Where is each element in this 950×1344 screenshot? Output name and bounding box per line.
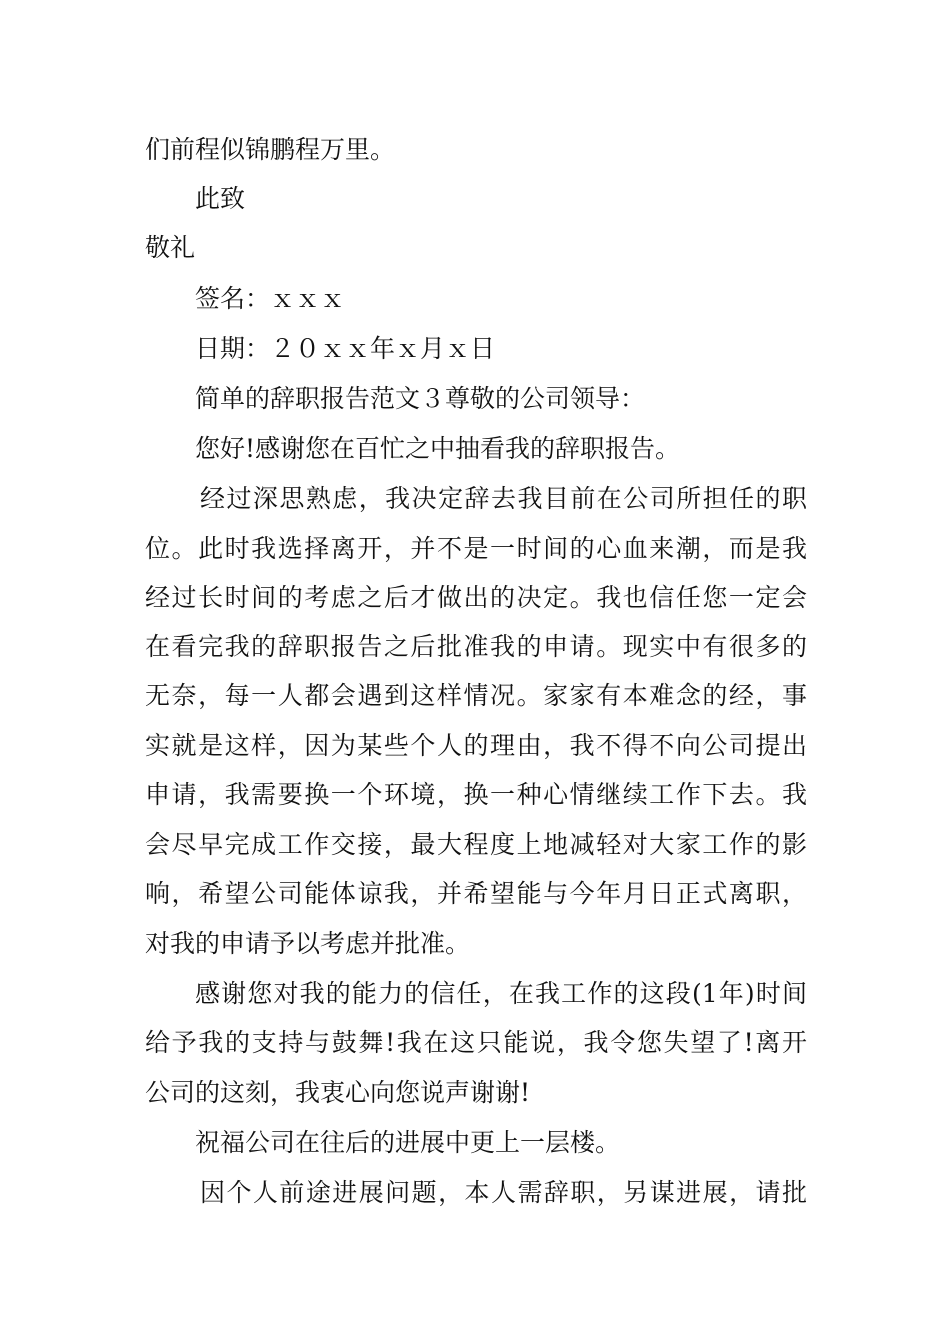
paragraph-line: 对我的申请予以考虑并批准。 — [145, 929, 471, 958]
paragraph-line: 无奈，每一人都会遇到这样情况。家家有本难念的经，事 — [145, 681, 807, 710]
signature-line: 签名：ｘｘｘ — [195, 284, 346, 313]
paragraph-line: 祝福公司在往后的进展中更上一层楼。 — [195, 1128, 621, 1157]
paragraph-line: 经过深思熟虑，我决定辞去我目前在公司所担任的职 — [200, 484, 807, 513]
paragraph-line: 给予我的支持与鼓舞!我在这只能说，我令您失望了!离开 — [145, 1028, 807, 1057]
paragraph-line: 响，希望公司能体谅我，并希望能与今年月日正式离职， — [145, 879, 807, 908]
paragraph-line: 会尽早完成工作交接，最大程度上地减轻对大家工作的影 — [145, 830, 807, 859]
paragraph-line: 申请，我需要换一个环境，换一种心情继续工作下去。我 — [145, 780, 807, 809]
paragraph-line: 感谢您对我的能力的信任，在我工作的这段(1年)时间 — [195, 979, 807, 1008]
paragraph-line: 在看完我的辞职报告之后批准我的申请。现实中有很多的 — [145, 632, 807, 661]
paragraph-line: 实就是这样，因为某些个人的理由，我不得不向公司提出 — [145, 731, 807, 760]
date-line: 日期：２０ｘｘ年ｘ月ｘ日 — [195, 334, 496, 363]
section-heading: 简单的辞职报告范文３尊敬的公司领导： — [195, 384, 646, 413]
greeting-line: 您好!感谢您在百忙之中抽看我的辞职报告。 — [195, 434, 681, 463]
paragraph-line: 经过长时间的考虑之后才做出的决定。我也信任您一定会 — [145, 583, 807, 612]
closing-salutation: 此致 — [195, 184, 246, 213]
paragraph-line: 公司的这刻，我衷心向您说声谢谢! — [145, 1078, 531, 1107]
closing-regards: 敬礼 — [145, 233, 196, 262]
paragraph-line: 位。此时我选择离开，并不是一时间的心血来潮，而是我 — [145, 534, 807, 563]
text-line: 们前程似锦鹏程万里。 — [145, 135, 396, 164]
paragraph-line: 因个人前途进展问题，本人需辞职，另谋进展，请批 — [200, 1178, 807, 1207]
